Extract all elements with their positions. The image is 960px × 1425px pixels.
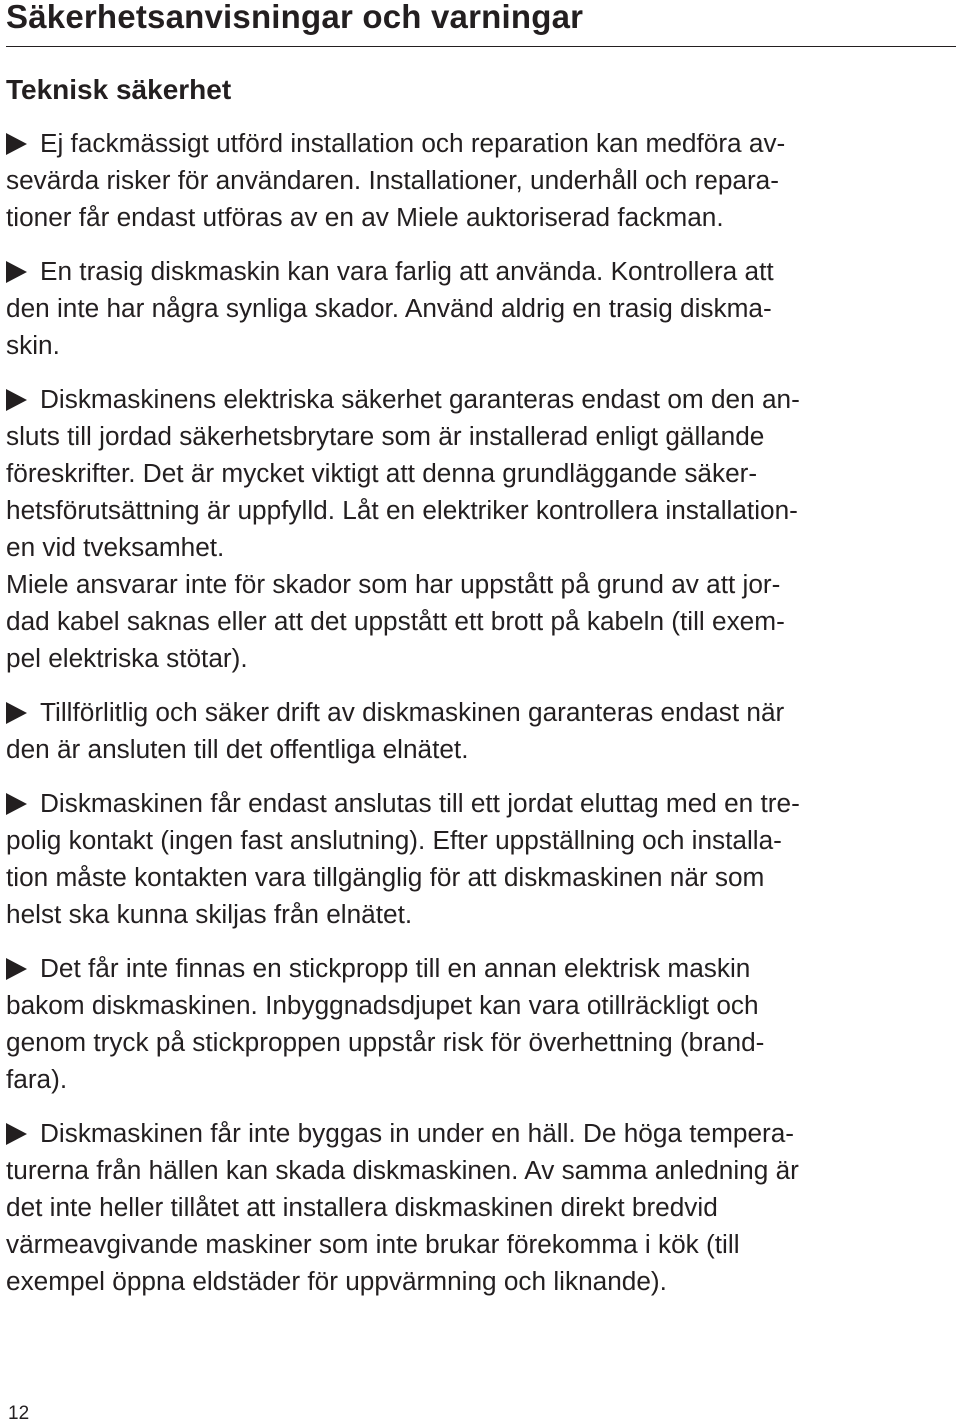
text-line: bakom diskmaskinen. Inbyggnadsdjupet kan vara otillräckligt och [6,990,759,1020]
text-line: Ej fackmässigt utförd installation och reparation kan medföra av- [6,125,960,162]
text-line: sevärda risker för användaren. Installationer, underhåll och repara- [6,165,779,195]
right-triangle-bullet-icon [6,702,27,724]
right-triangle-bullet-icon [6,793,27,815]
paragraph-public-grid [6,694,960,768]
text-line: tioner får endast utföras av en av Miele auktoriserad fackman. [6,202,724,232]
page-number: 12 [8,1403,30,1424]
section-heading: Teknisk säkerhet [6,74,232,105]
text-line: en vid tveksamhet. [6,532,225,562]
paragraph-under-hob [6,1115,960,1300]
text-line: polig kontakt (ingen fast anslutning). Efter uppställning och installa- [6,825,782,855]
text-line: den är ansluten till det offentliga elnätet. [6,734,469,764]
text-line: En trasig diskmaskin kan vara farlig att använda. Kontrollera att [6,253,960,290]
text-line: dad kabel saknas eller att det uppstått ett brott på kabeln (till exem- [6,606,785,636]
text-line: Diskmaskinen får inte byggas in under en häll. De höga tempera- [6,1115,960,1152]
text-line: helst ska kunna skiljas från elnätet. [6,899,413,929]
text-line: Miele ansvarar inte för skador som har uppstått på grund av att jor- [6,569,781,599]
text-line: Tillförlitlig och säker drift av diskmaskinen garanteras endast när [6,694,960,731]
text-line: Diskmaskinens elektriska säkerhet garanteras endast om den an- [6,381,960,418]
right-triangle-bullet-icon [6,1123,27,1145]
right-triangle-bullet-icon [6,389,27,411]
paragraph-plug-behind [6,950,960,1098]
text-line: skin. [6,330,60,360]
title-divider [6,46,956,47]
paragraph-damaged-dishwasher [6,253,960,364]
text-line: pel elektriska stötar). [6,643,248,673]
page-title: Säkerhetsanvisningar och varningar [6,0,584,35]
text-line: genom tryck på stickproppen uppstår risk för överhettning (brand- [6,1027,765,1057]
paragraph-installation-repair [6,125,960,236]
text-line: värmeavgivande maskiner som inte brukar förekomma i kök (till [6,1229,740,1259]
text-line: tion måste kontakten vara tillgänglig för att diskmaskinen när som [6,862,765,892]
text-line: fara). [6,1064,68,1094]
right-triangle-bullet-icon [6,133,27,155]
text-line: Diskmaskinen får endast anslutas till ett jordat eluttag med en tre- [6,785,960,822]
paragraph-earthed-socket [6,785,960,933]
text-line: exempel öppna eldstäder för uppvärmning och liknande). [6,1266,667,1296]
right-triangle-bullet-icon [6,261,27,283]
text-line: turerna från hällen kan skada diskmaskinen. Av samma anledning är [6,1155,799,1185]
text-line: den inte har några synliga skador. Använd aldrig en trasig diskma- [6,293,772,323]
text-line: sluts till jordad säkerhetsbrytare som är installerad enligt gällande [6,421,765,451]
paragraph-electrical-safety [6,381,960,566]
text-line: hetsförutsättning är uppfylld. Låt en elektriker kontrollera installation- [6,495,798,525]
text-line: Det får inte finnas en stickpropp till en annan elektrisk maskin [6,950,960,987]
paragraph-miele-liability [6,566,960,677]
right-triangle-bullet-icon [6,958,27,980]
text-line: det inte heller tillåtet att installera diskmaskinen direkt bredvid [6,1192,718,1222]
safety-instructions-body [6,125,960,1317]
text-line: föreskrifter. Det är mycket viktigt att denna grundläggande säker- [6,458,758,488]
